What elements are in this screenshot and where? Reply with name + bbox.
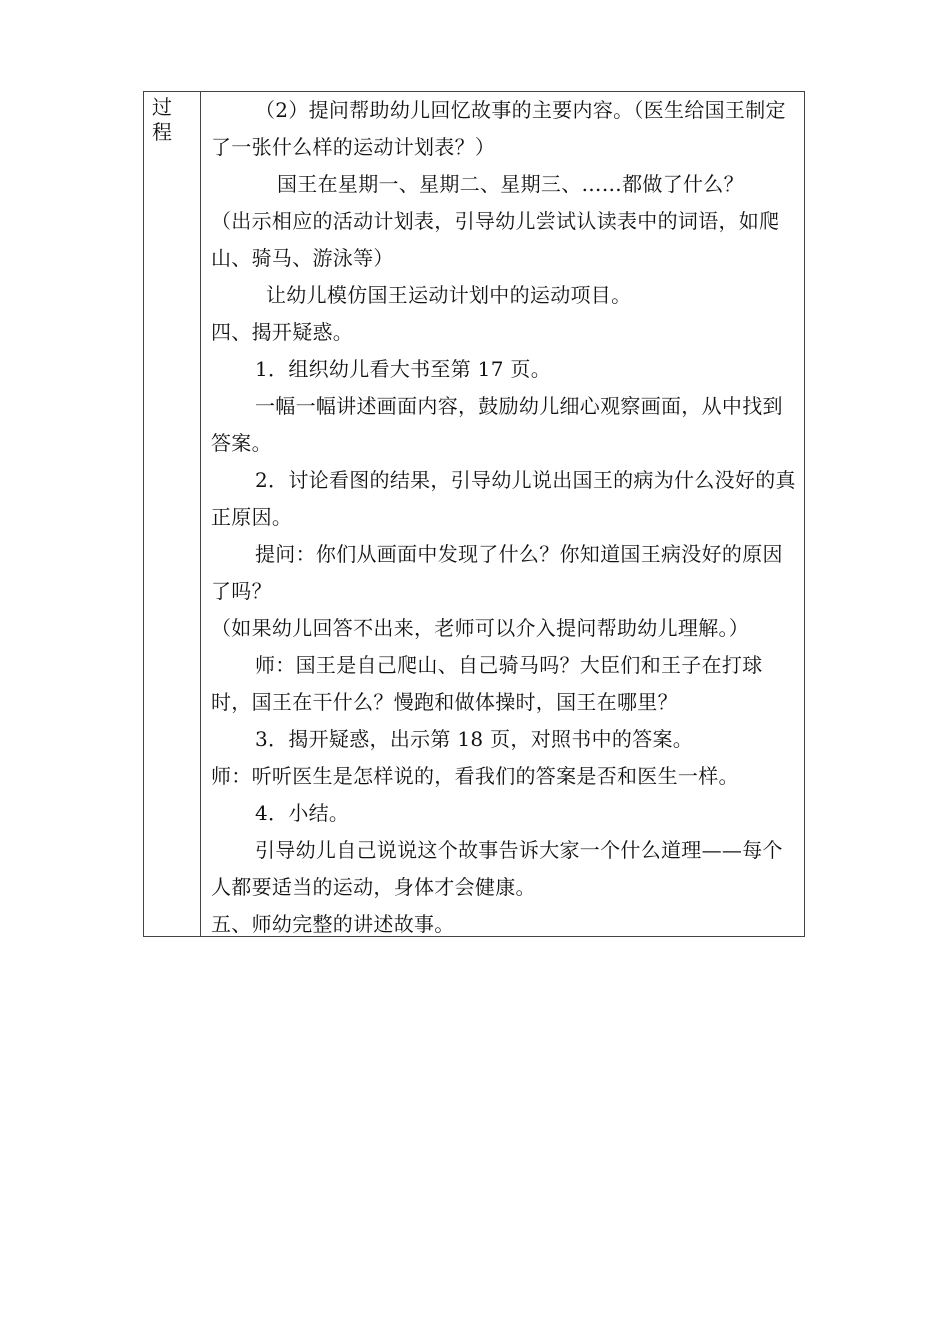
paragraph: 国王在星期一、星期二、星期三、……都做了什么？ [277,172,744,196]
paragraph: （出示相应的活动计划表，引导幼儿尝试认读表中的词语，如爬山、骑马、游泳等） [211,209,780,270]
lesson-table [143,91,805,937]
content-cell [201,92,804,936]
paragraph: 3．揭开疑惑，出示第 18 页，对照书中的答案。 [255,727,694,751]
paragraph: 一幅一幅讲述画面内容，鼓励幼儿细心观察画面，从中找到答案。 [211,394,783,455]
paragraph: 1．组织幼儿看大书至第 17 页。 [255,357,551,381]
paragraph: （2）提问帮助幼儿回忆故事的主要内容。（医生给国王制定了一张什么样的运动计划表？） [211,98,786,159]
paragraph: （如果幼儿回答不出来，老师可以介入提问帮助幼儿理解。） [211,616,750,640]
paragraph: 师：国王是自己爬山、自己骑马吗？大臣们和王子在打球时，国王在干什么？慢跑和做体操时，国王在哪里？ [211,653,763,714]
paragraph: 让幼儿模仿国王运动计划中的运动项目。 [266,283,632,307]
section-label-char: 过 [152,95,172,119]
paragraph: 师：听听医生是怎样说的，看我们的答案是否和医生一样。 [211,764,739,788]
section-heading: 五、师幼完整的讲述故事。 [211,912,455,936]
paragraph: 提问：你们从画面中发现了什么？你知道国王病没好的原因了吗？ [211,542,783,603]
paragraph: 引导幼儿自己说说这个故事告诉大家一个什么道理——每个人都要适当的运动，身体才会健康。 [211,838,783,899]
section-label-cell [144,92,201,936]
paragraph: 4．小结。 [255,801,350,825]
section-heading: 四、揭开疑惑。 [211,320,354,344]
section-label-char: 程 [152,120,172,144]
paragraph: 2．讨论看图的结果，引导幼儿说出国王的病为什么没好的真正原因。 [211,468,796,529]
